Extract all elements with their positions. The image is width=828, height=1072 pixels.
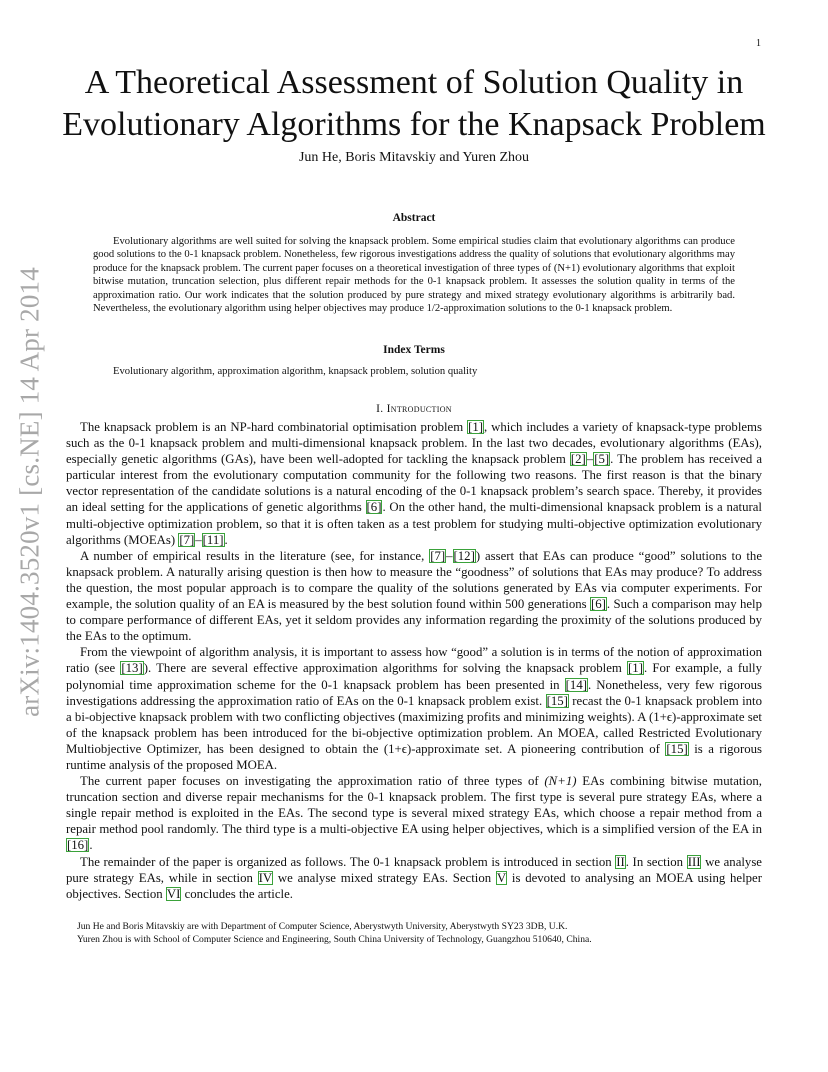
page-number: 1	[756, 38, 761, 49]
section-number: I.	[376, 403, 384, 415]
text-run: concludes the article.	[181, 886, 293, 901]
paper-title: A Theoretical Assessment of Solution Quality in Evolutionary Algorithms for the Knapsack Problem	[62, 64, 766, 143]
text-run: –	[586, 452, 594, 467]
abstract-text: Evolutionary algorithms are well suited for solving the knapsack problem. Some empirical studies claim that evolutionary algorithms can produce good solutions to the 0-1 knapsack problem. Nonetheless, few rigorous investigations address the quality of solutions that evolutionary algorithms may produce for the knapsack problem. The current paper focuses on a theoretical investigation of three types of (N+1) evolutionary algorithms that exploit bitwise mutation, truncation selection, plus different repair methods for the 0-1 knapsack problem. It assesses the solution quality in terms of the approximation ratio. Our work indicates that the solution produced by pure strategy and mixed strategy evolutionary algorithms is arbitrarily bad. Nevertheless, the evolutionary algorithm using helper objectives may produce 1/2-approximation solutions to the 0-1 knapsack problem.	[93, 236, 735, 315]
text-run: recast the 0-1 knapsack problem into a bi-objective knapsack problem with two conflicting objectives (maximizing profits and minimizing weights). A (1+ϵ)-approximate set of the knapsack problem has been introduced for the bi-objective optimization problem. An MOEA, called Restricted Evolutionary Multiobjective Optimizer, has been designed to obtain the (1+ϵ)-approximate set. A pioneering contribution of	[66, 693, 762, 756]
text-run: The remainder of the paper is organized as follows. The 0-1 knapsack problem is introduced in section	[80, 854, 616, 869]
paper-authors: Jun He, Boris Mitavskiy and Yuren Zhou	[298, 150, 530, 165]
citation-link[interactable]: [13]	[121, 661, 143, 676]
citation-link[interactable]: [11]	[202, 532, 224, 547]
text-run: . The problem has received a particular interest from the evolutionary computation community for the following two reasons. The first reason is that the binary vector representation of the candidate solutions is a natural encoding of the 0-1 knapsack problem’s search space. Thereby, it provides an ideal setting for the applications of genetic algorithms	[66, 452, 762, 515]
index-terms-text: Evolutionary algorithm, approximation algorithm, knapsack problem, solution quality	[113, 366, 478, 377]
section-title: Introduction	[386, 403, 452, 415]
citation-link[interactable]: [15]	[666, 741, 688, 756]
text-run: is a rigorous runtime analysis of the proposed MOEA.	[66, 741, 762, 772]
citation-link[interactable]: [1]	[468, 420, 484, 434]
citation-link[interactable]: [2]	[570, 452, 586, 467]
text-run: . Such a comparison may help to compare performance of different EAs, yet it seldom provides any information regarding the proximity of the solutions produced by the EAs to the optimum.	[66, 597, 762, 644]
paragraph-1	[66, 419, 762, 548]
math-expression: (N+1)	[544, 774, 577, 789]
text-run: The current paper focuses on investigating the approximation ratio of three types of	[80, 774, 545, 789]
introduction-body	[66, 419, 762, 902]
citation-link[interactable]: [6]	[366, 500, 382, 515]
text-run: –	[195, 532, 202, 547]
citation-link[interactable]: [1]	[628, 661, 643, 676]
footnote-affiliation: Jun He and Boris Mitavskiy are with Department of Computer Science, Aberystwyth University, Aberystwyth SY23 3DB, U.K.	[77, 921, 568, 932]
paragraph-5	[66, 854, 762, 902]
paragraph-4	[66, 773, 762, 853]
section-link[interactable]: IV	[258, 870, 273, 885]
index-terms-heading: Index Terms	[383, 344, 445, 356]
section-link[interactable]: II	[616, 854, 625, 869]
text-run: –	[446, 548, 453, 563]
text-run: The knapsack problem is an NP-hard combinatorial optimisation problem	[80, 420, 468, 434]
paragraph-3	[66, 644, 762, 773]
abstract-heading: Abstract	[392, 212, 436, 224]
citation-link[interactable]: [12]	[453, 548, 475, 563]
citation-link[interactable]: [6]	[590, 597, 606, 612]
citation-link[interactable]: [7]	[179, 532, 195, 547]
text-run: A number of empirical results in the literature (see, for instance,	[80, 548, 430, 563]
citation-link[interactable]: [16]	[67, 838, 89, 853]
section-link[interactable]: III	[687, 854, 701, 869]
section-link[interactable]: VI	[166, 886, 181, 901]
text-run: . In section	[625, 854, 687, 869]
citation-link[interactable]: [14]	[565, 677, 587, 692]
footnote-affiliation: Yuren Zhou is with School of Computer Science and Engineering, South China University of Technology, Guangzhou 510640, China.	[77, 934, 592, 945]
text-run: we analyse pure strategy EAs, while in section	[66, 854, 762, 885]
citation-link[interactable]: [5]	[594, 452, 610, 467]
text-run: , which includes a variety of knapsack-type problems such as the 0-1 knapsack problem and multi-dimensional knapsack problem. In the last two decades, evolutionary algorithms (EAs), especially genetic algorithms (GAs), have been well-adopted for tackling the knapsack problem	[66, 420, 762, 467]
text-run: From the viewpoint of algorithm analysis, it is important to assess how “good” a solution is in terms of the notion of approximation ratio (see	[66, 645, 762, 676]
text-run: we analyse mixed strategy EAs. Section	[273, 870, 496, 885]
text-run: EAs combining bitwise mutation, truncation section and diverse repair mechanisms for the 0-1 knapsack problem. The first type is several pure strategy EAs, where a single repair method is exploited in the EAs. The second type is several mixed strategy EAs, which choose a repair method from a repair method pool randomly. The third type is a multi-objective EA using helper objectives, which is a simplified version of the EA in	[66, 774, 762, 837]
text-run: .	[89, 838, 93, 853]
arxiv-stamp	[0, 0, 60, 1072]
text-run: ). There are several effective approximation algorithms for solving the knapsack problem	[143, 661, 628, 676]
text-run: . Nonetheless, very few rigorous investigations addressing the approximation ratio of EAs on the 0-1 knapsack problem exist.	[66, 677, 762, 708]
citation-link[interactable]: [7]	[430, 548, 446, 563]
text-run: ) assert that EAs can produce “good” solutions to the knapsack problem. A naturally arising question is then how to measure the “goodness” of solutions that EAs may produce? To address the question, the most popular approach is to compare the quality of the solutions generated by EAs via computer experiments. For example, the solution quality of an EA is measured by the best solution found within 500 generations	[66, 548, 763, 612]
text-run: . For example, a fully polynomial time approximation scheme for the 0-1 knapsack problem has been presented in	[66, 661, 763, 692]
paragraph-2	[66, 548, 762, 645]
text-run: .	[224, 532, 228, 547]
text-run: . On the other hand, the multi-dimensional knapsack problem is a natural multi-objective optimization problem, so that it is often taken as a test problem for studying multi-objective optimization evolutionary algorithms (MOEAs)	[66, 500, 762, 547]
arxiv-identifier[interactable]: arXiv:1404.3520v1 [cs.NE] 14 Apr 2014	[14, 267, 45, 717]
citation-link[interactable]: [15]	[546, 693, 568, 708]
text-run: is devoted to analysing an MOEA using helper objectives. Section	[66, 870, 762, 901]
footnotes	[77, 920, 757, 946]
section-heading	[60, 403, 768, 415]
section-link[interactable]: V	[496, 870, 507, 885]
